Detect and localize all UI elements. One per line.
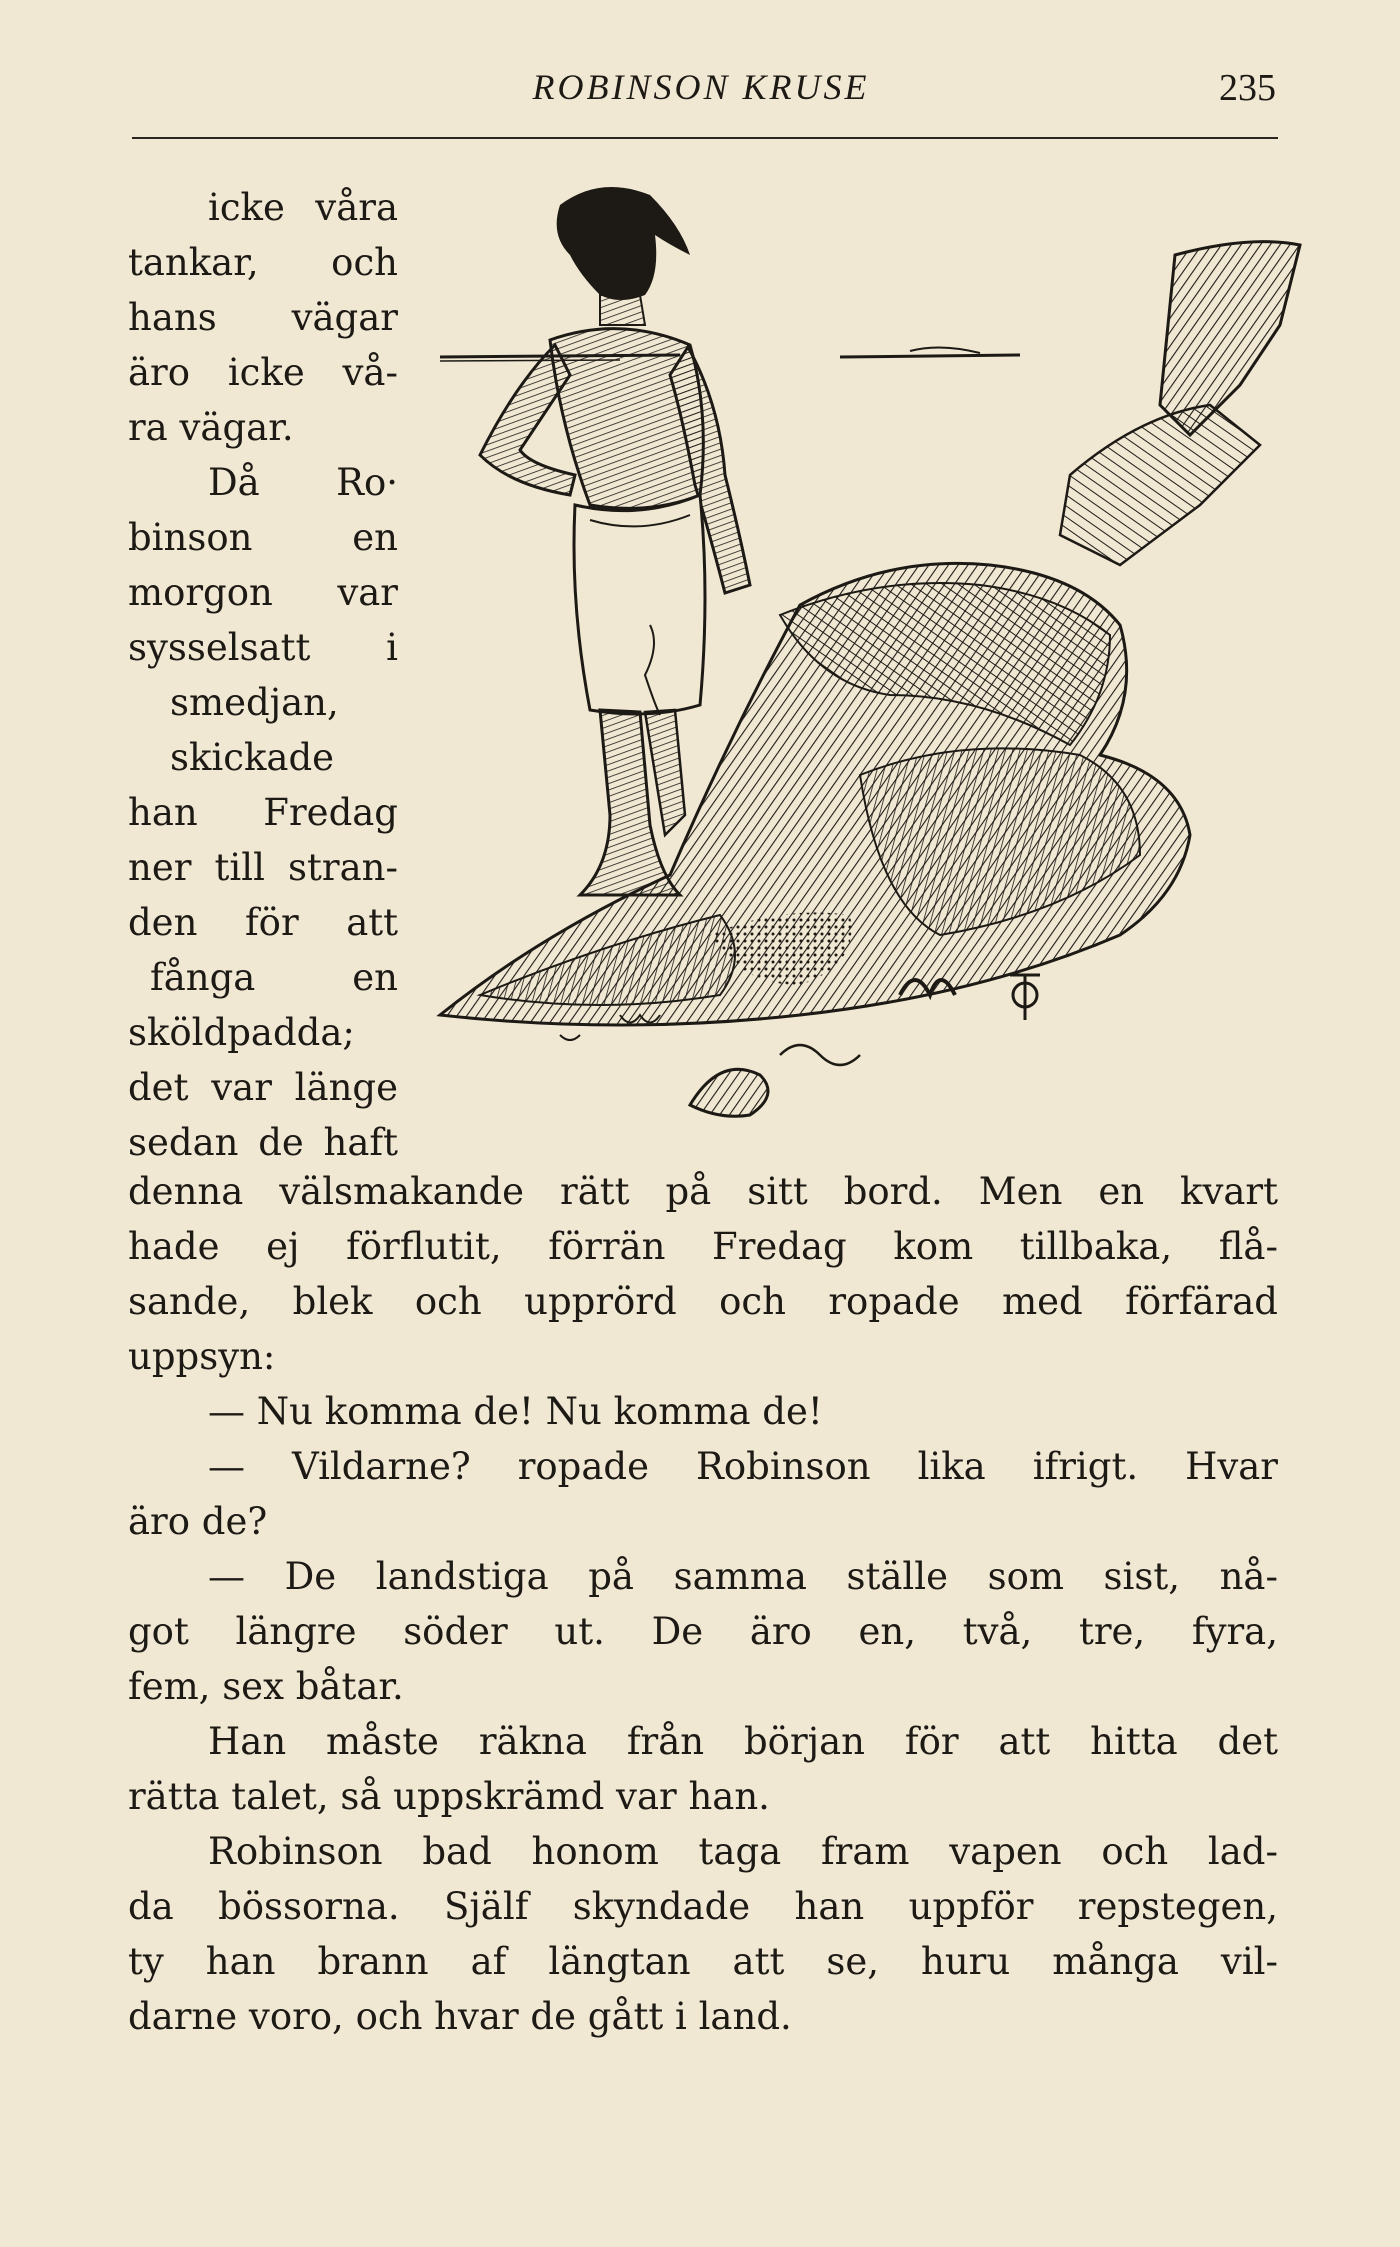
text-line: äro de?: [128, 1500, 268, 1543]
running-title: ROBINSON KRUSE: [532, 67, 870, 107]
man-on-rock-illustration-icon: [420, 175, 1340, 1135]
text-line: rätta talet, så uppskrämd var han.: [128, 1775, 770, 1818]
text-line: det var länge: [128, 1066, 398, 1109]
text-line: icke våra: [208, 186, 398, 229]
text-line: fem, sex båtar.: [128, 1665, 404, 1708]
text-line: hade ej förflutit, förrän Fredag kom tillbaka, flå-: [128, 1225, 1278, 1268]
text-line: Robinson bad honom taga fram vapen och lad-: [208, 1830, 1278, 1873]
text-line: hans vägar: [128, 296, 398, 339]
text-line: skickade: [170, 736, 335, 779]
text-line: denna välsmakande rätt på sitt bord. Men en kvart: [128, 1170, 1278, 1213]
text-line: sedan de haft: [128, 1121, 398, 1164]
text-line: den för att: [128, 901, 398, 944]
text-line: binson en: [128, 516, 398, 559]
running-head: [126, 66, 1276, 116]
text-line: Då Ro·: [208, 461, 398, 504]
text-line: sande, blek och upprörd och ropade med förfärad: [128, 1280, 1278, 1323]
text-line: fånga en: [150, 956, 398, 999]
text-line: da bössorna. Själf skyndade han uppför repstegen,: [128, 1885, 1278, 1928]
text-line: — De landstiga på samma ställe som sist, nå-: [208, 1555, 1278, 1598]
text-line: ty han brann af längtan att se, huru många vil-: [128, 1940, 1278, 1983]
text-line: ra vägar.: [128, 406, 294, 449]
text-line: sysselsatt i: [128, 626, 398, 669]
text-line: darne voro, och hvar de gått i land.: [128, 1995, 792, 2038]
page-number: 235: [1219, 67, 1276, 109]
text-line: morgon var: [128, 571, 398, 614]
text-line: Han måste räkna från början för att hitta det: [208, 1720, 1278, 1763]
wrapped-text-column: [128, 180, 398, 1170]
text-line: äro icke vå-: [128, 351, 398, 394]
text-line: — Vildarne? ropade Robinson lika ifrigt. Hvar: [208, 1445, 1278, 1488]
text-line: uppsyn:: [128, 1335, 276, 1378]
text-line: got längre söder ut. De äro en, två, tre, fyra,: [128, 1610, 1278, 1653]
text-line: ner till stran-: [128, 846, 398, 889]
text-line: — Nu komma de! Nu komma de!: [208, 1390, 823, 1433]
text-line: sköldpadda;: [128, 1011, 355, 1054]
text-line: smedjan,: [170, 681, 339, 724]
header-rule: [132, 137, 1278, 139]
text-line: tankar, och: [128, 241, 398, 284]
body-text: [128, 1164, 1278, 2044]
text-line: han Fredag: [128, 791, 398, 834]
